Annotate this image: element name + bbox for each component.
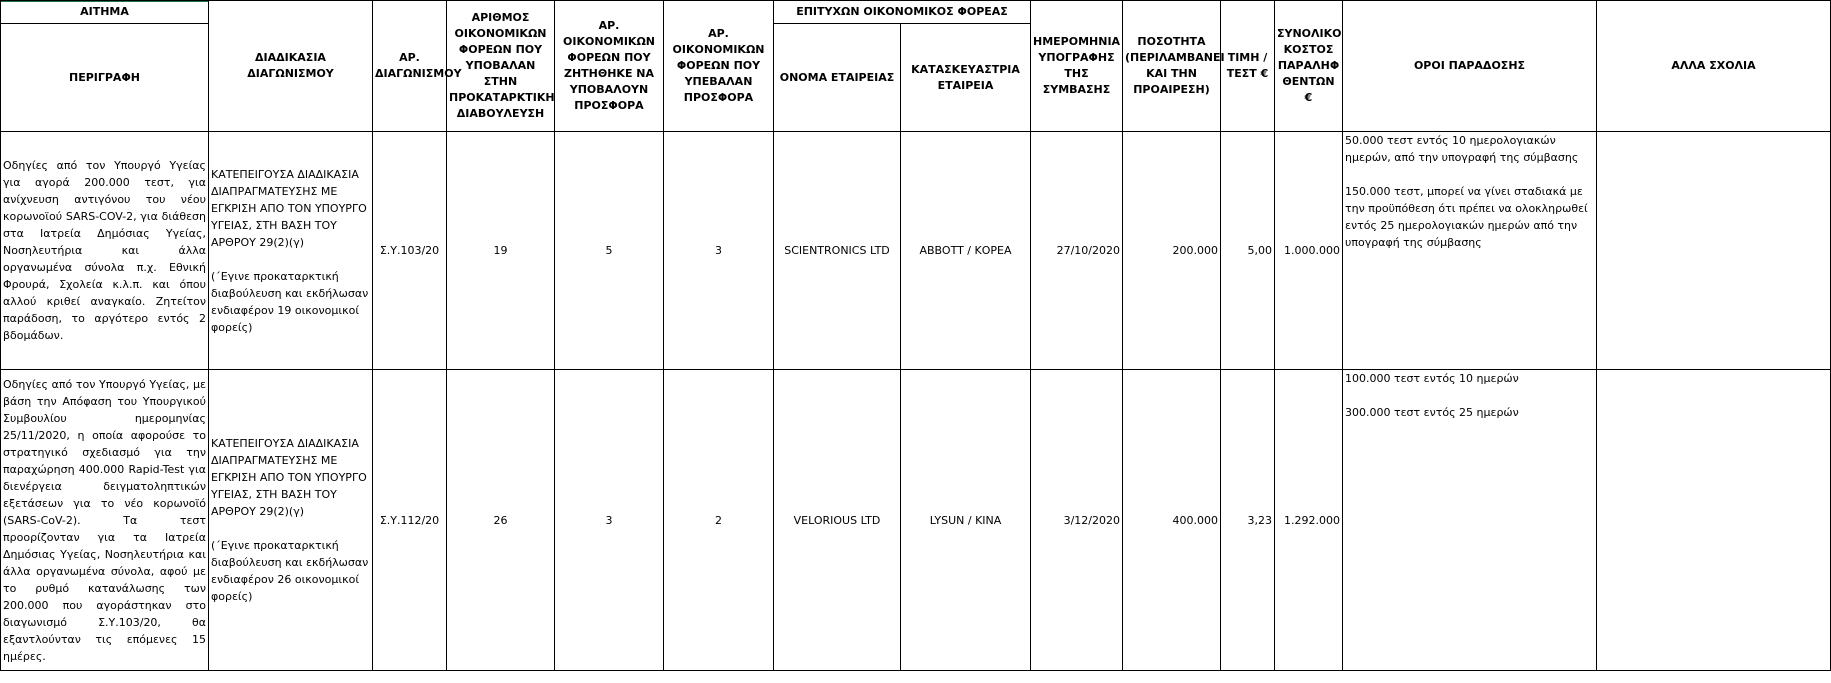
signing-date-cell[interactable]: 3/12/2020 <box>1031 370 1123 671</box>
delivery-term: 50.000 τεστ εντός 10 ημερολογιακών ημερών, από την υπογραφή της σύμβασης <box>1345 134 1579 164</box>
delivery-term: 300.000 τεστ εντός 25 ημερών <box>1345 406 1519 419</box>
aitima-header[interactable]: ΑΙΤΗΜΑ <box>1 1 209 24</box>
delivery-term: 100.000 τεστ εντός 10 ημερών <box>1345 372 1519 385</box>
description-cell[interactable]: Οδηγίες από τον Υπουργό Υγείας, με βάση την Απόφαση του Υπουργικού Συμβουλίου ημερομηνίας 25/11/2020, η οποία αφορούσε το στρατηγικό σχεδιασμό για την παραχώρηση 400.000 Rapid-Test για διενέργεια δειγματοληπτικών εξετάσεων για το νέο κορωνοϊό (SARS-CoV-2). Τα τεστ προορίζονταν για τα Ιατρεία Δημόσιας Υγείας, Νοσηλευτήρια και άλλα οργανωμένα σύνολα, αφού με το ρυθμό κατανάλωσης των 200.000 που αγοράστηκαν στο διαγωνισμό Σ.Υ.103/20, θα εξαντλούνταν τις επόμενες 15 ημέρες. <box>1 370 209 671</box>
total-cost-cell[interactable]: 1.292.000 <box>1275 370 1343 671</box>
manufacturer-cell[interactable]: LYSUN / ΚΙΝΑ <box>901 370 1031 671</box>
other-comments-header[interactable]: ΑΛΛΑ ΣΧΟΛΙΑ <box>1597 1 1831 132</box>
price-header[interactable]: ΤΙΜΗ / ΤΕΣΤ € <box>1221 1 1275 132</box>
invited-header[interactable]: ΑΡ. ΟΙΚΟΝΟΜΙΚΩΝ ΦΟΡΕΩΝ ΠΟΥ ΖΗΤΗΘΗΚΕ ΝΑ ΥΠΟΒΑΛΟΥΝ ΠΡΟΣΦΟΡΑ <box>555 1 664 132</box>
signing-date-header[interactable]: ΗΜΕΡΟΜΗΝΙΑ ΥΠΟΓΡΑΦΗΣ ΤΗΣ ΣΥΜΒΑΣΗΣ <box>1031 1 1123 132</box>
delivery-terms-cell[interactable] <box>1343 132 1597 370</box>
submitted-cell[interactable]: 3 <box>664 132 774 370</box>
procedure-cell[interactable] <box>209 370 373 671</box>
other-comments-cell[interactable] <box>1597 370 1831 671</box>
tender-number-header[interactable]: ΑΡ. ΔΙΑΓΩΝΙΣΜΟΥ <box>373 1 447 132</box>
price-cell[interactable]: 3,23 <box>1221 370 1275 671</box>
table-row <box>1 370 1831 671</box>
submitted-cell[interactable]: 2 <box>664 370 774 671</box>
total-cost-cell[interactable]: 1.000.000 <box>1275 132 1343 370</box>
submitted-header[interactable]: ΑΡ. ΟΙΚΟΝΟΜΙΚΩΝ ΦΟΡΕΩΝ ΠΟΥ ΥΠΕΒΑΛΑΝ ΠΡΟΣΦΟΡΑ <box>664 1 774 132</box>
successful-bidder-header[interactable]: ΕΠΙΤΥΧΩΝ ΟΙΚΟΝΟΜΙΚΟΣ ΦΟΡΕΑΣ <box>774 1 1031 24</box>
procedure-text: ΚΑΤΕΠΕΙΓΟΥΣΑ ΔΙΑΔΙΚΑΣΙΑ ΔΙΑΠΡΑΓΜΑΤΕΥΣΗΣ ΜΕ ΕΓΚΡΙΣΗ ΑΠΟ ΤΟΝ ΥΠΟΥΡΓΟ ΥΓΕΙΑΣ, ΣΤΗ ΒΑΣΗ ΤΟΥ ΑΡΘΡΟΥ 29(2)(γ) <box>211 437 367 518</box>
procedure-text: ΚΑΤΕΠΕΙΓΟΥΣΑ ΔΙΑΔΙΚΑΣΙΑ ΔΙΑΠΡΑΓΜΑΤΕΥΣΗΣ ΜΕ ΕΓΚΡΙΣΗ ΑΠΟ ΤΟΝ ΥΠΟΥΡΓΟ ΥΓΕΙΑΣ, ΣΤΗ ΒΑΣΗ ΤΟΥ ΑΡΘΡΟΥ 29(2)(γ) <box>211 167 367 249</box>
total-cost-header[interactable]: ΣΥΝΟΛΙΚΟ ΚΟΣΤΟΣ ΠΑΡΑΛΗΦ ΘΕΝΤΩΝ € <box>1275 1 1343 132</box>
quantity-header[interactable]: ΠΟΣΟΤΗΤΑ (ΠΕΡΙΛΑΜΒΑΝΕΙ ΚΑΙ ΤΗΝ ΠΡΟΑΙΡΕΣΗ) <box>1123 1 1221 132</box>
description-cell[interactable]: Οδηγίες από τον Υπουργό Υγείας για αγορά 200.000 τεστ, για ανίχνευση αντιγόνου του νέου κορωνοϊού SARS-COV-2, για διάθεση στα Ιατρεία Δημόσιας Υγείας, Νοσηλευτήρια και άλλα οργανωμένα σύνολα π.χ. Εθνική Φρουρά, Σχολεία κ.λ.π. και όπου αλλού κριθεί αναγκαίο. Ζητείτον παράδοση, το αργότερο εντός 2 βδομάδων. <box>1 132 209 370</box>
quantity-cell[interactable]: 200.000 <box>1123 132 1221 370</box>
delivery-term: 150.000 τεστ, μπορεί να γίνει σταδιακά με την προϋπόθεση ότι πρέπει να ολοκληρωθεί εντός 25 ημερολογιακών ημερών από την υπογραφή της σύμβασης <box>1345 185 1588 249</box>
manufacturer-cell[interactable]: ABBOTT / ΚΟΡΕΑ <box>901 132 1031 370</box>
table-row <box>1 132 1831 370</box>
delivery-terms-cell[interactable] <box>1343 370 1597 671</box>
consulted-cell[interactable]: 26 <box>447 370 555 671</box>
procedure-note: (΄Εγινε προκαταρκτική διαβούλευση και εκδήλωσαν ενδιαφέρον 26 οικονομικοί φορείς) <box>211 539 369 603</box>
signing-date-cell[interactable]: 27/10/2020 <box>1031 132 1123 370</box>
quantity-cell[interactable]: 400.000 <box>1123 370 1221 671</box>
procedure-cell[interactable] <box>209 132 373 370</box>
other-comments-cell[interactable] <box>1597 132 1831 370</box>
price-cell[interactable]: 5,00 <box>1221 132 1275 370</box>
invited-cell[interactable]: 5 <box>555 132 664 370</box>
company-cell[interactable]: VELORIOUS LTD <box>774 370 901 671</box>
consulted-header[interactable]: ΑΡΙΘΜΟΣ ΟΙΚΟΝΟΜΙΚΩΝ ΦΟΡΕΩΝ ΠΟΥ ΥΠΟΒΑΛΑΝ ΣΤΗΝ ΠΡΟΚΑΤΑΡΚΤΙΚΗ ΔΙΑΒΟΥΛΕΥΣΗ <box>447 1 555 132</box>
tender-number-cell[interactable]: Σ.Υ.112/20 <box>373 370 447 671</box>
procedure-note: (΄Εγινε προκαταρκτική διαβούλευση και εκδήλωσαν ενδιαφέρον 19 οικονομικοί φορείς) <box>211 269 369 334</box>
company-name-header[interactable]: ΟΝΟΜΑ ΕΤΑΙΡΕΙΑΣ <box>774 24 901 132</box>
invited-cell[interactable]: 3 <box>555 370 664 671</box>
procedure-header[interactable]: ΔΙΑΔΙΚΑΣΙΑ ΔΙΑΓΩΝΙΣΜΟΥ <box>209 1 373 132</box>
tender-number-cell[interactable]: Σ.Υ.103/20 <box>373 132 447 370</box>
company-cell[interactable]: SCIENTRONICS LTD <box>774 132 901 370</box>
delivery-terms-header[interactable]: ΟΡΟΙ ΠΑΡΑΔΟΣΗΣ <box>1343 1 1597 132</box>
consulted-cell[interactable]: 19 <box>447 132 555 370</box>
description-header[interactable]: ΠΕΡΙΓΡΑΦΗ <box>1 24 209 132</box>
manufacturer-header[interactable]: ΚΑΤΑΣΚΕΥΑΣΤΡΙΑ ΕΤΑΙΡΕΙΑ <box>901 24 1031 132</box>
